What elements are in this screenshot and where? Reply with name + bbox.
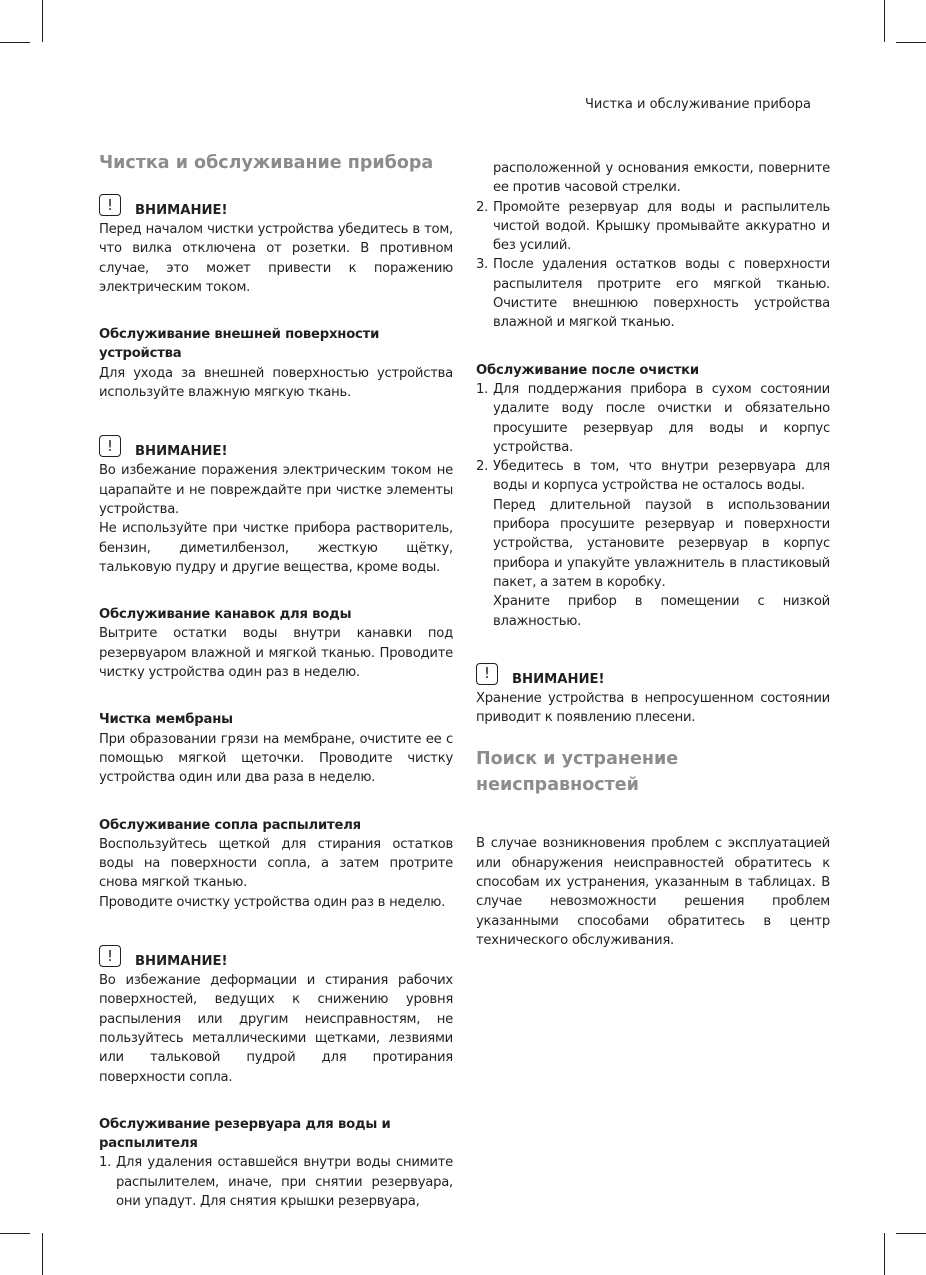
item-text: Для удаления оставшейся внутри воды снимите распылителем, иначе, при снятии резервуара, они упадут. Для снятия крышки резервуара, xyxy=(116,1155,453,1209)
item-number: 2. xyxy=(476,459,489,475)
item-number: 1. xyxy=(476,381,489,397)
warning-heading xyxy=(476,655,830,685)
section-title: Обслуживание канавок для воды xyxy=(99,607,352,623)
steps-list xyxy=(99,1153,453,1211)
section-text: При образовании грязи на мембране, очистите ее с помощью мягкой щеточки. Проводите чистку устройства один или два раза в неделю. xyxy=(99,731,453,786)
section-title: Обслуживание сопла распылителя xyxy=(99,817,361,833)
crop-mark xyxy=(42,0,43,42)
steps-list xyxy=(476,380,830,631)
exclamation-box-icon: ! xyxy=(99,945,121,967)
item-number: 3. xyxy=(476,257,489,273)
warning-label: ВНИМАНИЕ! xyxy=(135,444,228,460)
warning-text: Не используйте при чистке прибора растворитель, бензин, диметилбензол, жесткую щётку, тальковую пудру и другие вещества, кроме воды. xyxy=(99,521,453,575)
list-item xyxy=(476,198,830,256)
warning-label: ВНИМАНИЕ! xyxy=(512,671,605,687)
steps-list xyxy=(476,198,830,333)
section-title: Обслуживание после очистки xyxy=(476,362,699,378)
warning-heading xyxy=(99,427,453,460)
right-column xyxy=(476,159,830,950)
item-text: Храните прибор в помещении с низкой влажностью. xyxy=(493,594,830,629)
item-text: После удаления остатков воды с поверхности распылителя протрите его мягкой тканью. Очистите внешнюю поверхность устройства влажной и мягкой тканью. xyxy=(493,257,830,331)
exclamation-box-icon: ! xyxy=(476,663,498,685)
left-column xyxy=(99,150,453,1211)
section-text: Проводите очистку устройства один раз в неделю. xyxy=(99,894,446,910)
crop-mark xyxy=(0,42,30,43)
section-title: Обслуживание резервуара для воды и распылителя xyxy=(99,1116,391,1152)
list-item xyxy=(476,255,830,332)
crop-mark xyxy=(884,1233,885,1275)
page-title: Чистка и обслуживание прибора xyxy=(99,153,434,173)
list-item xyxy=(476,457,830,631)
warning-heading xyxy=(99,937,453,970)
warning-text: Во избежание деформации и стирания рабочих поверхностей, ведущих к снижению уровня распыления или другим неисправностям, не пользуйтесь металлическими щетками, лезвиями или тальковой пудрой для протирания поверхности сопла. xyxy=(99,973,453,1085)
section-title: Чистка мембраны xyxy=(99,712,233,728)
warning-text: Перед началом чистки устройства убедитесь в том, что вилка отключена от розетки. В противном случае, это может привести к поражению электрическим током. xyxy=(99,222,453,295)
section-text: Воспользуйтесь щеткой для стирания остатков воды на поверхности сопла, а затем протрите снова мягкой тканью. xyxy=(99,836,453,891)
item-text: расположенной у основания емкости, поверните ее против часовой стрелки. xyxy=(493,161,830,196)
item-number: 2. xyxy=(476,199,489,215)
item-number: 1. xyxy=(99,1155,112,1171)
section-text: В случае возникновения проблем с эксплуатацией или обнаружения неисправностей обратитесь к способам их устранения, указанным в таблицах. В случае невозможности решения проблем указанными способами обратитесь в центр технического обслуживания. xyxy=(476,836,830,948)
exclamation-box-icon: ! xyxy=(99,194,121,216)
running-header: Чистка и обслуживание прибора xyxy=(585,97,811,112)
crop-mark xyxy=(896,42,926,43)
section-title: Обслуживание внешней поверхности устройства xyxy=(99,327,380,362)
item-text: Для поддержания прибора в сухом состоянии удалите воду после очистки и обязательно просушите резервуар для воды и корпус устройства. xyxy=(493,381,830,455)
crop-mark xyxy=(0,1233,30,1234)
item-text: Перед длительной паузой в использовании прибора просушите резервуар и поверхности устройства, установите резервуар в корпус прибора и упакуйте увлажнитель в пластиковый пакет, а затем в коробку. xyxy=(493,497,830,590)
crop-mark xyxy=(896,1233,926,1234)
list-item xyxy=(476,380,830,457)
item-text: Промойте резервуар для воды и распылитель чистой водой. Крышку промывайте аккуратно и без усилий. xyxy=(493,199,830,254)
section-heading-troubleshooting: Поиск и устранение неисправностей xyxy=(476,749,679,796)
warning-text: Во избежание поражения электрическим током не царапайте и не повреждайте при чистке элементы устройства. xyxy=(99,463,453,517)
list-item xyxy=(99,1153,453,1211)
crop-mark xyxy=(42,1233,43,1275)
warning-label: ВНИМАНИЕ! xyxy=(135,954,228,970)
crop-mark xyxy=(884,0,885,42)
exclamation-box-icon: ! xyxy=(99,435,121,457)
warning-label: ВНИМАНИЕ! xyxy=(135,203,228,218)
item-text: Убедитесь в том, что внутри резервуара для воды и корпуса устройства не осталось воды. xyxy=(493,459,830,494)
section-text: Для ухода за внешней поверхностью устройства используйте влажную мягкую ткань. xyxy=(99,365,453,401)
continued-text xyxy=(476,159,830,198)
warning-heading xyxy=(99,186,453,216)
section-text: Вытрите остатки воды внутри канавки под резервуаром влажной и мягкой тканью. Проводите чистку устройства один раз в неделю. xyxy=(99,626,453,681)
warning-text: Хранение устройства в непросушенном состоянии приводит к появлению плесени. xyxy=(476,690,830,726)
